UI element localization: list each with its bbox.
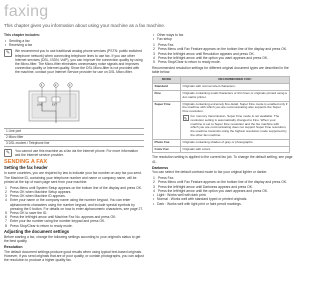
paragraph: The default document settings produce good results when using typical text-based originals. However, if you send originals that are of poor quality, or contain photographs, you can adjust the resolution to produce a higher quality fax. xyxy=(4,249,144,263)
step: 2 Press Menu until Fax Feature appears on the bottom line of the display and press OK. xyxy=(153,180,288,185)
note-text: You cannot use this machine as a fax via the internet phone. For more information ask the internet service provider. xyxy=(15,148,138,157)
table-row xyxy=(153,146,290,153)
note-block xyxy=(4,49,144,74)
table-cell: Super Fine xyxy=(153,101,181,139)
table-row xyxy=(153,84,290,91)
step: 1 Press Fax. xyxy=(153,43,175,48)
note-text: We recommend you to use traditional analog phone services (PSTN: public switched telephone network) when connecting telephone lines to use fax. If you use other Internet services (DSL, ISDN, VolP), you can improve the connection quality by using the Micro-filter. The Micro-filter eliminates unnecessary noise signals and improves connection quality or Internet quality. Since the DSL Micro-filter is not provided with the machine, contact your Internet Service provider for use on DSL Micro-filter. xyxy=(15,49,143,75)
note-icon: ✎ xyxy=(5,149,11,156)
table-row xyxy=(153,139,290,146)
step: 3 Press OK when Machine ID appears. xyxy=(5,194,66,199)
table-header: MODE xyxy=(153,77,181,84)
includes-item: • Sending a fax xyxy=(4,39,144,43)
step: 1 Press Menu until System Setup appears on the bottom line of the display and press OK. xyxy=(5,185,142,190)
callout-number: 1 xyxy=(40,82,43,87)
step: 3 Press the left/right arrow until Resolution appears and press OK. xyxy=(153,51,255,56)
right-column xyxy=(152,33,296,206)
step: 8 Press Stop/Clear to return to ready mode. xyxy=(5,223,73,228)
figure-legend xyxy=(4,128,144,147)
resolution-table xyxy=(152,76,290,153)
paragraph: In some countries, you are required by law to indicate your fax number on any fax you send. The Machine ID, containing your telephone number and name or company name, will be printed at the top of each page sent from your machine. xyxy=(4,171,142,184)
includes-label: This chapter includes: xyxy=(4,33,40,37)
page-subtitle: This chapter gives you information about using your machine as a fax machine. xyxy=(4,23,166,28)
subsection-heading: Setting the fax header xyxy=(4,165,48,171)
paragraph: Recommended resolution settings for different original document types are described in the table below: xyxy=(152,66,289,75)
step: 2 Press OK when Machine Setup appears. xyxy=(5,190,72,194)
port-label: LINE xyxy=(37,103,43,107)
port-label: EXT xyxy=(52,103,58,107)
table-row xyxy=(153,91,290,102)
step: 4 Press the left/right arrow until the option you want appears and press OK. xyxy=(153,55,269,60)
table-cell: Color Fax xyxy=(153,146,181,153)
list-item: • Light : Works well with dark print. xyxy=(152,193,296,197)
paragraph: The resolution setting is applied to the current fax job. To change the default setting, see page 41. xyxy=(152,155,293,164)
section-heading: SENDING A FAX xyxy=(4,158,48,165)
callout-number: 3 xyxy=(68,82,71,87)
callout-number: 2 xyxy=(54,82,57,87)
connection-diagram xyxy=(26,77,88,127)
step: 1 Press Fax. xyxy=(153,176,175,181)
includes-item: • Receiving a fax xyxy=(4,43,144,47)
legend-row: 2 Micro filter xyxy=(4,135,144,141)
table-cell: Originals containing shades of gray or photographs. xyxy=(181,139,290,146)
table-cell: Fine xyxy=(153,91,181,102)
step: 6 Press the left/right arrow until Machine Fax No. appears and press OK. xyxy=(5,215,117,220)
table-cell: Photo Fax xyxy=(153,139,181,146)
note-icon: ✎ xyxy=(5,50,11,57)
table-cell: Originals with normal sized characters. xyxy=(181,84,290,91)
subsection-heading: Adjusting the document settings xyxy=(4,228,70,234)
inner-note xyxy=(183,115,288,138)
subsection-heading: Darkness xyxy=(152,165,169,170)
legend-row: 3 DSL modem / Telephone line xyxy=(4,141,144,147)
step: 4 Enter your name or the company name using the number keypad. You can enter alphanumeric characters using the number keypad, and include special symbols by pressing the 0 button. For details on how to enter alphanumeric characters, see page 27. xyxy=(5,198,144,211)
step: 4 Press the left/right arrow until the option you want appears and press OK. xyxy=(153,188,269,193)
subsection-heading: Resolution xyxy=(4,245,23,250)
step: 5 Press Stop/Clear to return to ready mode. xyxy=(153,60,221,65)
step: 3 Press the left/right arrow until Darkness appears and press OK. xyxy=(153,184,253,189)
note-text: For memory transmission, Super Fine mode is not available. The resolution setting is automatically changed to Fine. When your machine is set to Super Fine resolution and the fax machine with which you are communicating does not support Super Fine resolution, the machine transmits using the highest resolution mode supported by the other fax machine. xyxy=(190,114,287,137)
list-item: • Fax setup xyxy=(152,37,296,41)
note-icon: ✎ xyxy=(183,116,188,121)
step: 7 Enter your fax number using the number keypad and press OK. xyxy=(5,219,106,224)
list-item: • Normal : Works well with standard typed or printed originals. xyxy=(152,197,296,201)
left-column xyxy=(4,33,144,264)
table-header: RECOMMENDED FOR: xyxy=(181,77,290,84)
table-cell: Standard xyxy=(153,84,181,91)
paragraph: Before starting a fax, change the following settings according to your original's status to get the best quality. xyxy=(4,235,141,244)
table-cell: Originals with colors. xyxy=(181,146,290,153)
table-row xyxy=(153,101,290,139)
table-cell: Originals containing extremely fine detail. Super Fine mode is enabled only if the machine with which you are communicating also supports the Super Fine resolution. ✎ For memory transmission, Super Fine mode is not available. The resolution setting is automatically changed to Fine. When your machine is set to Super Fine resolution and the fax machine with which you are communicating does not support Super Fine resolution, the machine transmits using the highest resolution mode supported by the other fax machine. xyxy=(181,101,290,139)
legend-row: 1 Line port xyxy=(4,129,144,135)
step: 5 Press OK to save the ID. xyxy=(5,211,48,216)
step: 2 Press Menu until Fax Feature appears on the bottom line of the display and press OK. xyxy=(153,47,288,52)
note-block xyxy=(4,149,144,157)
list-item: • Other ways to fax xyxy=(152,33,296,37)
table-cell: Originals containing small characters or thin lines or originals printed using a dot-matrix printer. xyxy=(181,91,290,102)
paragraph: You can select the default contrast mode to fax your original lighter or darker. xyxy=(152,170,268,175)
page-title: faxing xyxy=(4,3,49,20)
list-item: • Dark : Works well with light print or faint pencil markings. xyxy=(152,202,296,206)
